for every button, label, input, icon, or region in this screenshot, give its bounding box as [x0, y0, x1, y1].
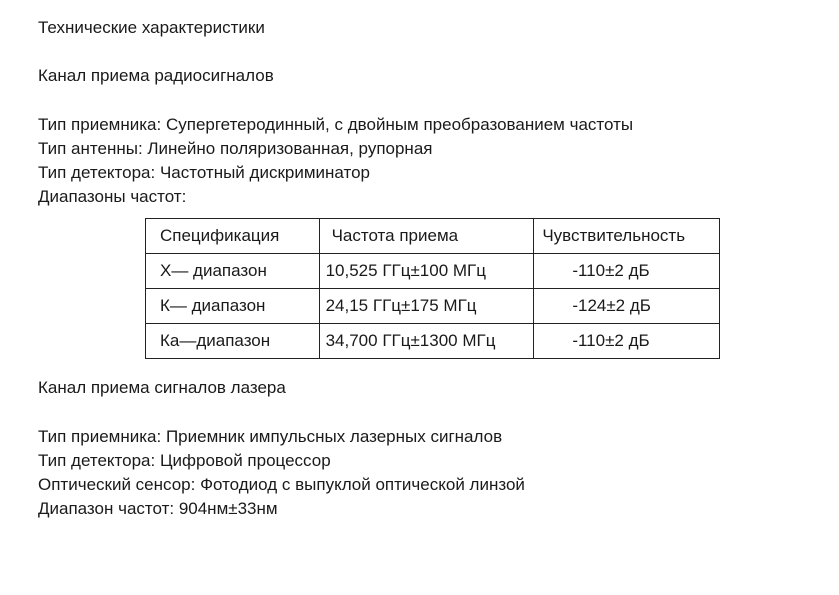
radio-receiver-type: Тип приемника: Супергетеродинный, с двойным преобразованием частоты — [38, 115, 634, 134]
band-frequency: 10,525 ГГц±100 МГц — [319, 254, 534, 289]
band-name: Ка—диапазон — [146, 324, 320, 359]
laser-section-title: Канал приема сигналов лазера — [38, 378, 286, 397]
column-header-sensitivity: Чувствительность — [534, 219, 720, 254]
band-name: X— диапазон — [146, 254, 320, 289]
radio-detector-type: Тип детектора: Частотный дискриминатор — [38, 163, 370, 182]
table-header-row — [146, 219, 720, 254]
band-name: К— диапазон — [146, 289, 320, 324]
radio-bands-label: Диапазоны частот: — [38, 187, 187, 206]
frequency-spec-table — [145, 218, 720, 359]
radio-antenna-type: Тип антенны: Линейно поляризованная, рупорная — [38, 139, 433, 158]
band-sensitivity: -124±2 дБ — [534, 289, 720, 324]
radio-section-title: Канал приема радиосигналов — [38, 66, 274, 85]
column-header-spec: Спецификация — [146, 219, 320, 254]
laser-detector-type: Тип детектора: Цифровой процессор — [38, 451, 331, 470]
column-header-frequency: Частота приема — [319, 219, 534, 254]
laser-optical-sensor: Оптический сенсор: Фотодиод с выпуклой оптической линзой — [38, 475, 525, 494]
band-sensitivity: -110±2 дБ — [534, 254, 720, 289]
table-row — [146, 289, 720, 324]
band-frequency: 34,700 ГГц±1300 МГц — [319, 324, 534, 359]
page-title: Технические характеристики — [38, 18, 265, 37]
laser-receiver-type: Тип приемника: Приемник импульсных лазерных сигналов — [38, 427, 503, 446]
table-row — [146, 254, 720, 289]
table-row — [146, 324, 720, 359]
band-sensitivity: -110±2 дБ — [534, 324, 720, 359]
laser-frequency-range: Диапазон частот: 904нм±33нм — [38, 499, 278, 518]
band-frequency: 24,15 ГГц±175 МГц — [319, 289, 534, 324]
